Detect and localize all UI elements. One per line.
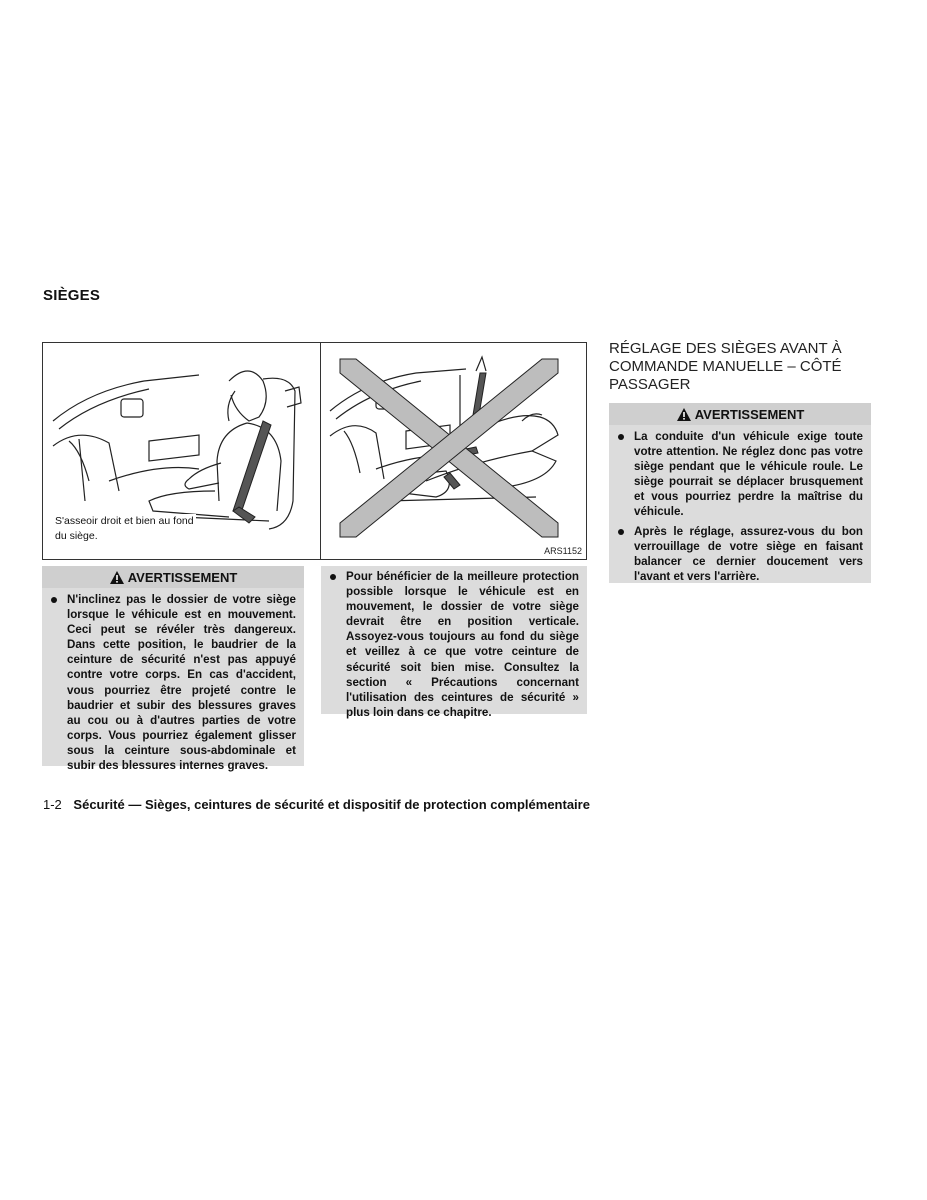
- warning-heading: AVERTISSEMENT: [127, 569, 238, 585]
- figure-divider: [320, 343, 321, 559]
- caption-line-1: S'asseoir droit et bien au fond: [55, 515, 194, 527]
- warning-list: [42, 588, 304, 783]
- warning-header: [42, 566, 304, 588]
- bullet-icon: [330, 574, 336, 580]
- warning-triangle-icon: [676, 407, 692, 422]
- warning-box-left: [42, 566, 304, 773]
- list-item: La conduite d'un véhicule exige toute votre attention. Ne réglez donc pas votre siège pendant que le véhicule roule. Le siège pourrait se déplacer brusquement et vous pourriez perdre la maîtrise du véhicule.: [617, 429, 863, 520]
- page-footer: [43, 797, 590, 812]
- bullet-icon: [51, 597, 57, 603]
- warning-triangle-icon: [109, 570, 125, 585]
- seat-illustration: [42, 342, 587, 560]
- footer-text: Sécurité — Sièges, ceintures de sécurité et dispositif de protection complémentaire: [73, 797, 590, 812]
- incorrect-reclined-drawing: [326, 351, 582, 551]
- list-item: N'inclinez pas le dossier de votre siège lorsque le véhicule est en mouvement. Ceci peut se révéler très dangereux. Dans cette position, le baudrier de la ceinture de sécurité n'est pas appuyé contre votre corps. En cas d'accident, vous pourriez être projeté contre le baudrier et subir des blessures graves au cou ou à d'autres parties de votre corps. Vous pourriez également glisser sous la ceinture sous-abdominale et subir des blessures internes graves.: [50, 592, 296, 773]
- warning-box-right: [609, 403, 871, 583]
- list-item: Après le réglage, assurez-vous du bon verrouillage de votre siège en faisant balancer ce dernier doucement vers l'avant et vers l'arrière.: [617, 524, 863, 584]
- caption-line-2: du siège.: [55, 530, 98, 542]
- bullet-icon: [618, 529, 624, 535]
- warning-header: [609, 403, 871, 425]
- subsection-title: RÉGLAGE DES SIÈGES AVANT À COMMANDE MANUELLE – CÔTÉ PASSAGER: [609, 340, 842, 393]
- warning-box-middle: [321, 566, 587, 719]
- section-title: SIÈGES: [43, 287, 101, 304]
- figure-caption: [53, 514, 196, 544]
- warning-heading: AVERTISSEMENT: [694, 406, 805, 422]
- warning-list: [321, 566, 587, 730]
- list-item: Pour bénéficier de la meilleure protection possible lorsque le véhicule est en mouvement, le dossier de votre siège devrait être en position verticale. Assoyez-vous toujours au fond du siège et veillez à ce que votre ceinture de sécurité soit bien mise. Consultez la section « Précautions concernant l'utilisation des ceintures de sécurité » plus loin dans ce chapitre.: [329, 569, 579, 720]
- page-number: 1-2: [43, 797, 62, 812]
- bullet-icon: [618, 434, 624, 440]
- figure-code: ARS1152: [544, 546, 582, 556]
- warning-list: [609, 425, 871, 594]
